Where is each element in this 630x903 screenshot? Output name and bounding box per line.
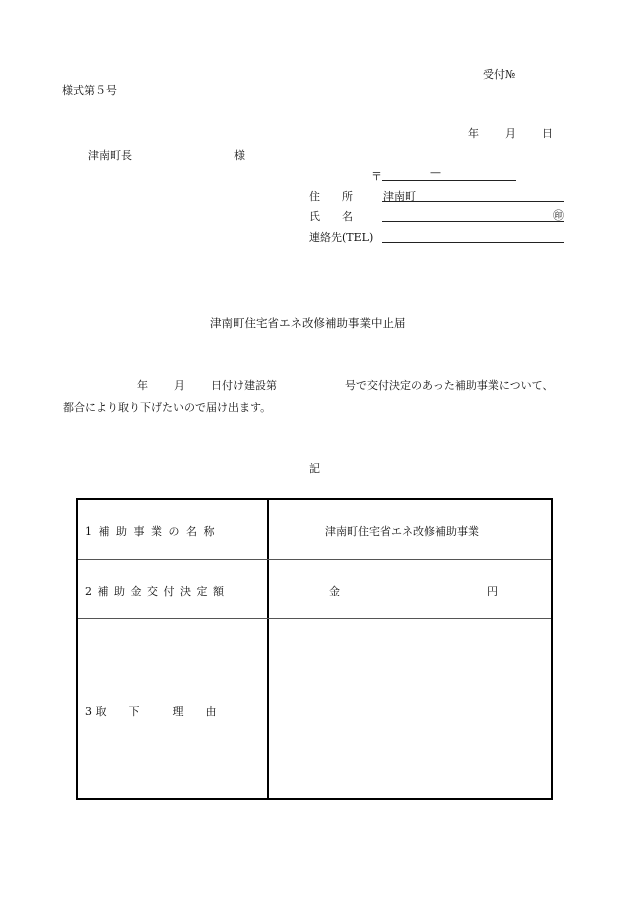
contact-label: 連絡先(TEL) (309, 231, 374, 244)
address-label: 住 所 (309, 190, 353, 203)
body-line1-tail: 号で交付決定のあった補助事業について、 (345, 379, 554, 392)
body-date-text: 日付け建設第 (211, 379, 277, 392)
document-title: 津南町住宅省エネ改修補助事業中止届 (210, 316, 406, 330)
body-line2: 都合により取り下げたいので届け出ます。 (63, 401, 272, 414)
addressee-name: 津南町長 (88, 149, 132, 162)
row2-label: 2 補 助 金 交 付 決 定 額 (85, 585, 224, 598)
date-year-label: 年 (468, 127, 479, 140)
addressee-honorific: 様 (234, 149, 245, 162)
date-day-label: 日 (542, 127, 553, 140)
date-month-label: 月 (505, 127, 516, 140)
row1-label: 1 補 助 事 業 の 名 称 (85, 525, 215, 538)
table-column-divider (267, 500, 269, 798)
note-heading: 記 (309, 462, 320, 475)
name-line[interactable] (382, 221, 564, 222)
row3-label: 3 取 下 理 由 (85, 705, 217, 718)
seal-icon: ㊞ (553, 209, 564, 222)
details-table (76, 498, 553, 800)
body-year-label: 年 (137, 379, 148, 392)
body-month-label: 月 (174, 379, 185, 392)
address-value: 津南町 (383, 190, 416, 203)
postal-mark: 〒 (371, 170, 382, 183)
row1-value[interactable]: 津南町住宅省エネ改修補助事業 (325, 525, 479, 538)
row3-reason-field[interactable] (278, 630, 538, 780)
name-label: 氏 名 (309, 210, 353, 223)
form-number: 様式第５号 (62, 84, 117, 97)
address-line[interactable] (382, 201, 564, 202)
contact-line[interactable] (382, 242, 564, 243)
table-row-divider (78, 559, 551, 560)
row2-amount-prefix: 金 (329, 585, 340, 598)
receipt-number-label: 受付№ (483, 68, 516, 81)
postal-code-line[interactable] (382, 180, 516, 181)
table-row-divider (78, 618, 551, 619)
postal-dash: — (430, 166, 441, 179)
row2-amount-suffix: 円 (487, 585, 498, 598)
